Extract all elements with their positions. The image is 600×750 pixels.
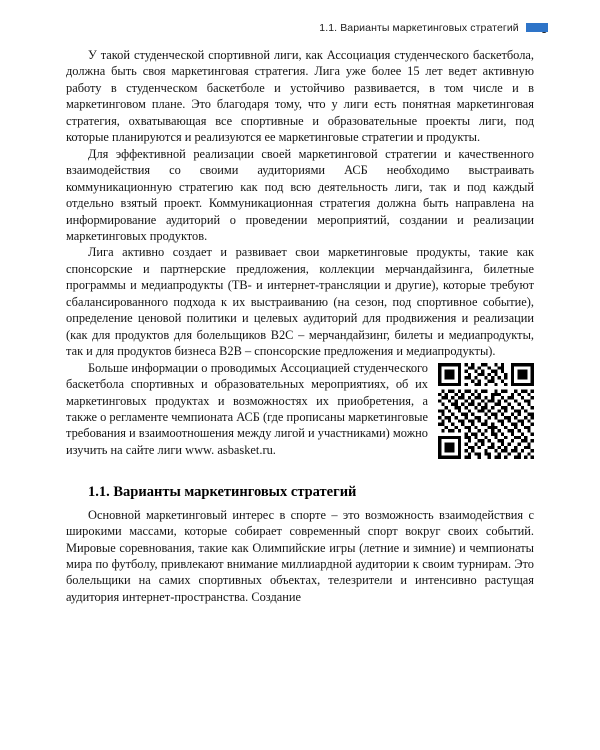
paragraph: У такой студенческой спортивной лиги, как Ассоциация студенческого баскетбола, должна быть своя маркетинговая стратегия. Лига уже более 15 лет ведет активную работу в студенческом баскетболе и устойчиво развивается, в том числе и в маркетинговом плане. Это благодаря тому, что у лиги есть понятная маркетинговая стратегия, охватывающая все спортивные и образовательные проекты лиги, под которые планируются и реализуются ее маркетинговые стратегии и продукты.: [66, 48, 534, 145]
running-head: [66, 18, 548, 38]
paragraph: Больше информации о проводимых Ассоциацией студенческого баскетбола спортивных и образовательных мероприятиях, об их маркетинговых продуктах и возможностях их приобретения, а также о регламенте чемпионата АСБ (где прописаны маркетинговые требования и взаимоотношения между лигой и участниками) можно изучить на сайте лиги www. asbasket.ru.: [66, 360, 429, 457]
paragraph: Лига активно создает и развивает свои маркетинговые продукты, такие как спонсорские и партнерские предложения, коллекции мерчандайзинга, билетные программы и медиапродукты (ТВ- и интернет-трансляции и другие), которые требуют сбалансированного подхода к их выстраиванию (на сезон, под спортивное событие), определение ценовой политики и целевых аудиторий для продвижения и реализации (как для продуктов для болельщиков B2C – мерчандайзинг, билеты и медиапродукты, так и для продуктов бизнеса B2B – спонсорские предложения и медиапродукты).: [66, 245, 534, 359]
page-content: [66, 47, 534, 605]
section-heading: 1.1. Варианты маркетинговых стратегий: [88, 483, 357, 500]
paragraph: Основной маркетинговый интерес в спорте – это возможность взаимодействия с широкими массами, которые собирает современный спорт вокруг своих событий. Мировые соревнования, такие как Олимпийские игры (летние и зимние) и чемпионаты мира по футболу, привлекают внимание миллиардной аудитории к своим турнирам. Это болельщики на самих спортивных объектах, телезрители и интенсивно растущая аудитория интернет-пространства. Создание: [66, 507, 534, 604]
running-head-title: 1.1. Варианты маркетинговых стратегий: [319, 22, 519, 34]
qr-code-icon: [438, 363, 534, 459]
paragraph: Для эффективной реализации своей маркетинговой стратегии и качественного взаимодействия со своими аудиториями АСБ необходимо выстраивать коммуникационную стратегию как под всю деятельность лиги, так и под каждый отдельно взятый проект. Коммуникационная стратегия должна быть направлена на информирование аудиторий о проведении мероприятий, создании и реализации маркетинговых продуктов.: [66, 146, 534, 243]
decorative-blue-mark: [526, 23, 548, 32]
paragraph-with-qr: [66, 360, 534, 461]
